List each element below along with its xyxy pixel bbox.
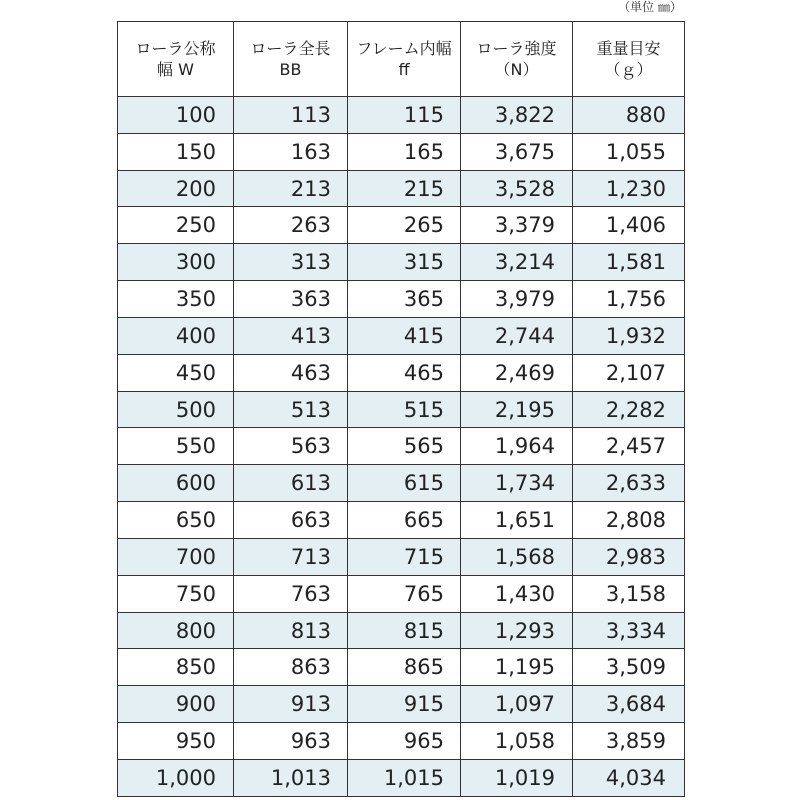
table-row [118, 686, 685, 723]
table-cell [118, 97, 234, 134]
table-cell [348, 97, 461, 134]
table-cell [461, 170, 573, 207]
table-cell [573, 244, 685, 281]
cell-value: 3,822 [494, 102, 555, 127]
table-cell [118, 317, 234, 354]
table-cell [348, 502, 461, 539]
cell-value: 900 [175, 692, 216, 717]
header-line: 重量目安 [596, 39, 661, 58]
cell-value: 963 [290, 728, 331, 753]
cell-value: 1,019 [494, 765, 555, 790]
cell-value: 1,055 [605, 139, 666, 164]
table-cell [461, 391, 573, 428]
cell-value: 565 [403, 434, 444, 459]
table-cell [573, 207, 685, 244]
cell-value: 263 [290, 213, 331, 238]
table-cell [234, 170, 348, 207]
table-cell [461, 759, 573, 796]
cell-value: 4,034 [605, 765, 666, 790]
cell-value: 400 [175, 323, 216, 348]
cell-value: 965 [403, 728, 444, 753]
table-cell [118, 723, 234, 760]
table-cell [234, 317, 348, 354]
table-cell [461, 649, 573, 686]
table-cell [461, 428, 573, 465]
table-cell [348, 281, 461, 318]
cell-value: 350 [175, 287, 216, 312]
cell-value: 513 [290, 397, 331, 422]
table-row [118, 97, 685, 134]
cell-value: 3,675 [494, 139, 555, 164]
cell-value: 665 [403, 508, 444, 533]
table-cell [118, 170, 234, 207]
cell-value: 1,406 [605, 213, 666, 238]
table-cell [461, 317, 573, 354]
table-body [118, 97, 685, 797]
cell-value: 163 [290, 139, 331, 164]
table-row [118, 133, 685, 170]
table-cell [234, 538, 348, 575]
table-cell [461, 538, 573, 575]
table-cell [461, 244, 573, 281]
cell-value: 950 [175, 728, 216, 753]
table-cell [234, 133, 348, 170]
table-cell [461, 686, 573, 723]
table-row [118, 538, 685, 575]
cell-value: 1,734 [494, 471, 555, 496]
cell-value: 363 [290, 287, 331, 312]
table-row [118, 612, 685, 649]
table-cell [234, 612, 348, 649]
table-cell [573, 281, 685, 318]
table-cell [234, 575, 348, 612]
cell-value: 3,379 [494, 213, 555, 238]
cell-value: 2,983 [605, 544, 666, 569]
cell-value: 1,230 [605, 176, 666, 201]
table-row [118, 465, 685, 502]
cell-value: 3,528 [494, 176, 555, 201]
table-row [118, 649, 685, 686]
table-cell [118, 575, 234, 612]
table-cell [573, 538, 685, 575]
cell-value: 1,964 [494, 434, 555, 459]
cell-value: 880 [625, 102, 666, 127]
cell-value: 1,756 [605, 287, 666, 312]
cell-value: 415 [403, 323, 444, 348]
table-cell [118, 686, 234, 723]
table-cell [461, 465, 573, 502]
cell-value: 2,195 [494, 397, 555, 422]
cell-value: 113 [290, 102, 331, 127]
cell-value: 300 [175, 250, 216, 275]
cell-value: 1,195 [494, 655, 555, 680]
table-cell [348, 686, 461, 723]
cell-value: 800 [175, 618, 216, 643]
cell-value: 2,744 [494, 323, 555, 348]
table-cell [118, 281, 234, 318]
cell-value: 763 [290, 581, 331, 606]
table-cell [461, 723, 573, 760]
cell-value: 700 [175, 544, 216, 569]
cell-value: 2,107 [605, 360, 666, 385]
cell-value: 2,633 [605, 471, 666, 496]
cell-value: 463 [290, 360, 331, 385]
cell-value: 2,282 [605, 397, 666, 422]
table-cell [348, 170, 461, 207]
cell-value: 3,214 [494, 250, 555, 275]
table-row [118, 428, 685, 465]
cell-value: 550 [175, 434, 216, 459]
header-line: BB [279, 60, 302, 79]
cell-value: 2,469 [494, 360, 555, 385]
table-row [118, 502, 685, 539]
cell-value: 313 [290, 250, 331, 275]
table-cell [118, 465, 234, 502]
table-cell [118, 207, 234, 244]
table-row [118, 317, 685, 354]
table-row [118, 723, 685, 760]
table-cell [234, 207, 348, 244]
table-cell [234, 502, 348, 539]
header-row [118, 22, 685, 97]
table-cell [573, 575, 685, 612]
table-cell [573, 391, 685, 428]
table-cell [234, 649, 348, 686]
cell-value: 563 [290, 434, 331, 459]
cell-value: 515 [403, 397, 444, 422]
table-cell [573, 502, 685, 539]
header-nominal-width [118, 22, 234, 97]
cell-value: 250 [175, 213, 216, 238]
spec-table [117, 21, 685, 797]
header-line: ローラ公称 [135, 39, 216, 58]
table-cell [461, 354, 573, 391]
header-line: ff [398, 60, 410, 79]
table-cell [348, 317, 461, 354]
table-cell [348, 465, 461, 502]
table-cell [348, 133, 461, 170]
cell-value: 213 [290, 176, 331, 201]
cell-value: 200 [175, 176, 216, 201]
cell-value: 215 [403, 176, 444, 201]
cell-value: 765 [403, 581, 444, 606]
table-cell [461, 133, 573, 170]
table-cell [573, 170, 685, 207]
table-cell [573, 97, 685, 134]
table-cell [461, 281, 573, 318]
table-cell [573, 686, 685, 723]
table-cell [118, 538, 234, 575]
cell-value: 3,859 [605, 728, 666, 753]
cell-value: 650 [175, 508, 216, 533]
cell-value: 1,058 [494, 728, 555, 753]
table-cell [348, 428, 461, 465]
table-cell [234, 465, 348, 502]
table-cell [573, 133, 685, 170]
cell-value: 863 [290, 655, 331, 680]
cell-value: 3,334 [605, 618, 666, 643]
table-cell [118, 391, 234, 428]
cell-value: 450 [175, 360, 216, 385]
cell-value: 1,651 [494, 508, 555, 533]
table-cell [573, 354, 685, 391]
table-cell [234, 391, 348, 428]
header-line: （N） [494, 60, 539, 79]
cell-value: 1,293 [494, 618, 555, 643]
table-cell [118, 354, 234, 391]
table-cell [234, 723, 348, 760]
table-cell [234, 281, 348, 318]
table-cell [118, 133, 234, 170]
table-cell [234, 244, 348, 281]
header-weight [573, 22, 685, 97]
cell-value: 500 [175, 397, 216, 422]
table-cell [348, 244, 461, 281]
cell-value: 615 [403, 471, 444, 496]
cell-value: 365 [403, 287, 444, 312]
cell-value: 265 [403, 213, 444, 238]
table-cell [234, 686, 348, 723]
cell-value: 3,979 [494, 287, 555, 312]
cell-value: 150 [175, 139, 216, 164]
table-cell [573, 759, 685, 796]
cell-value: 1,015 [383, 765, 444, 790]
cell-value: 465 [403, 360, 444, 385]
cell-value: 1,000 [155, 765, 216, 790]
cell-value: 100 [175, 102, 216, 127]
header-frame-inner-width [348, 22, 461, 97]
table-cell [461, 575, 573, 612]
cell-value: 1,581 [605, 250, 666, 275]
table-cell [461, 97, 573, 134]
table-row [118, 281, 685, 318]
table-cell [461, 207, 573, 244]
cell-value: 2,808 [605, 508, 666, 533]
table-cell [348, 575, 461, 612]
table-cell [118, 428, 234, 465]
table-cell [573, 612, 685, 649]
cell-value: 663 [290, 508, 331, 533]
table-cell [348, 649, 461, 686]
table-row [118, 759, 685, 796]
table-cell [573, 428, 685, 465]
table-row [118, 391, 685, 428]
cell-value: 813 [290, 618, 331, 643]
table-cell [234, 428, 348, 465]
cell-value: 713 [290, 544, 331, 569]
cell-value: 1,013 [270, 765, 331, 790]
cell-value: 715 [403, 544, 444, 569]
cell-value: 600 [175, 471, 216, 496]
header-line: フレーム内幅 [356, 39, 452, 58]
table-cell [573, 317, 685, 354]
cell-value: 3,509 [605, 655, 666, 680]
table-row [118, 354, 685, 391]
table-cell [348, 538, 461, 575]
table-cell [461, 502, 573, 539]
cell-value: 1,932 [605, 323, 666, 348]
table-cell [234, 759, 348, 796]
table-cell [348, 723, 461, 760]
cell-value: 850 [175, 655, 216, 680]
table-cell [348, 759, 461, 796]
cell-value: 315 [403, 250, 444, 275]
table-cell [348, 612, 461, 649]
table-cell [234, 97, 348, 134]
header-roller-strength [461, 22, 573, 97]
cell-value: 115 [403, 102, 444, 127]
table-cell [118, 244, 234, 281]
table-row [118, 207, 685, 244]
cell-value: 865 [403, 655, 444, 680]
table-row [118, 244, 685, 281]
table-cell [348, 207, 461, 244]
table-cell [234, 354, 348, 391]
cell-value: 1,430 [494, 581, 555, 606]
cell-value: 913 [290, 692, 331, 717]
table-cell [118, 759, 234, 796]
cell-value: 2,457 [605, 434, 666, 459]
cell-value: 3,684 [605, 692, 666, 717]
cell-value: 1,097 [494, 692, 555, 717]
table-cell [348, 391, 461, 428]
cell-value: 1,568 [494, 544, 555, 569]
header-line: （ｇ） [604, 60, 653, 79]
table-cell [461, 612, 573, 649]
header-line: 幅 W [157, 60, 194, 79]
table-cell [118, 612, 234, 649]
header-roller-length [234, 22, 348, 97]
table-row [118, 575, 685, 612]
table-cell [118, 649, 234, 686]
table-cell [348, 354, 461, 391]
cell-value: 613 [290, 471, 331, 496]
table-row [118, 170, 685, 207]
unit-note: （単位 ㎜） [618, 0, 682, 14]
cell-value: 815 [403, 618, 444, 643]
table-cell [573, 649, 685, 686]
cell-value: 3,158 [605, 581, 666, 606]
table-cell [573, 723, 685, 760]
header-line: ローラ強度 [476, 39, 557, 58]
header-line: ローラ全長 [250, 39, 331, 58]
table-cell [573, 465, 685, 502]
cell-value: 165 [403, 139, 444, 164]
cell-value: 750 [175, 581, 216, 606]
cell-value: 413 [290, 323, 331, 348]
table-cell [118, 502, 234, 539]
cell-value: 915 [403, 692, 444, 717]
